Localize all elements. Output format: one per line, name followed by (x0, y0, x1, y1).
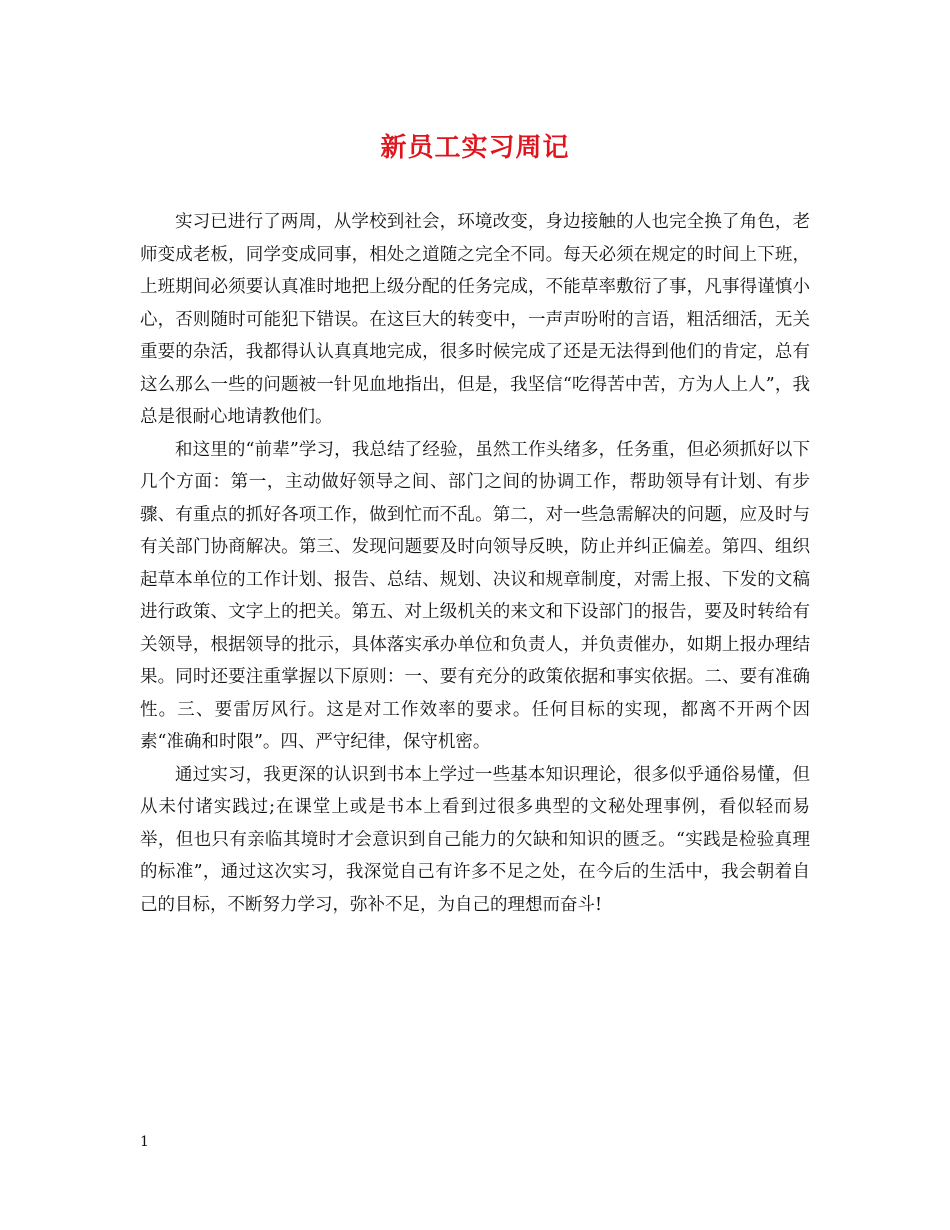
paragraph-1: 实习已进行了两周，从学校到社会，环境改变，身边接触的人也完全换了角色，老师变成老板，同学变成同事，相处之道随之完全不同。每天必须在规定的时间上下班，上班期间必须要认真准时地把上级分配的任务完成，不能草率敷衍了事，凡事得谨慎小心，否则随时可能犯下错误。在这巨大的转变中，一声声吩咐的言语，粗活细活，无关重要的杂活，我都得认认真真地完成，很多时候完成了还是无法得到他们的肯定，总有这么那么一些的问题被一针见血地指出，但是，我坚信“吃得苦中苦，方为人上人”，我总是很耐心地请教他们。 (140, 212, 810, 427)
document-body (140, 206, 810, 921)
document-title: 新员工实习周记 (380, 133, 570, 163)
paragraph-2: 和这里的“前辈”学习，我总结了经验，虽然工作头绪多，任务重，但必须抓好以下几个方面：第一，主动做好领导之间、部门之间的协调工作，帮助领导有计划、有步骤、有重点的抓好各项工作，做到忙而不乱。第二，对一些急需解决的问题，应及时与有关部门协商解决。第三、发现问题要及时向领导反映，防止并纠正偏差。第四、组织起草本单位的工作计划、报告、总结、规划、决议和规章制度，对需上报、下发的文稿进行政策、文字上的把关。第五、对上级机关的来文和下设部门的报告，要及时转给有关领导，根据领导的批示，具体落实承办单位和负责人，并负责催办，如期上报办理结果。同时还要注重掌握以下原则：一、要有充分的政策依据和事实依据。二、要有准确性。三、要雷厉风行。这是对工作效率的要求。任何目标的实现，都离不开两个因素“准确和时限”。四、严守纪律，保守机密。 (140, 439, 810, 752)
page-number: 1 (140, 1134, 149, 1150)
paragraph-3: 通过实习，我更深的认识到书本上学过一些基本知识理论，很多似乎通俗易懂，但从未付诸实践过;在课堂上或是书本上看到过很多典型的文秘处理事例，看似轻而易举，但也只有亲临其境时才会意识到自己能力的欠缺和知识的匮乏。“实践是检验真理的标准”，通过这次实习，我深觉自己有许多不足之处，在今后的生活中，我会朝着自己的目标，不断努力学习，弥补不足，为自己的理想而奋斗! (140, 764, 810, 915)
